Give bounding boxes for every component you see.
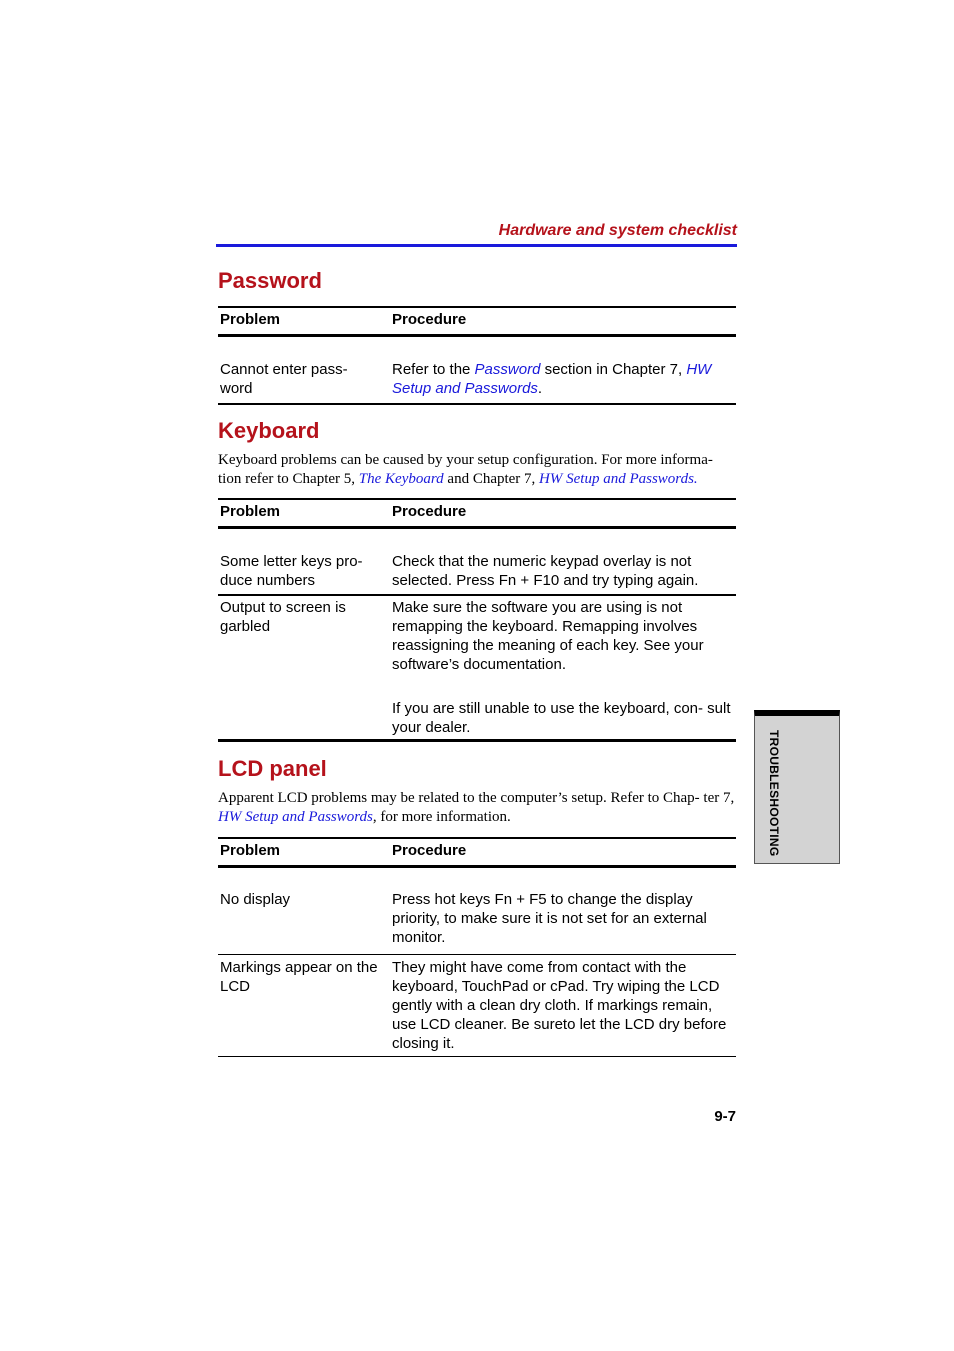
- problem-cell: Markings appear on the LCD: [220, 959, 378, 995]
- column-header-procedure: Procedure: [392, 503, 467, 520]
- procedure-cell: Refer to the Password section in Chapter 7, HW Setup and Passwords.: [392, 361, 712, 397]
- hw-setup-link[interactable]: HW Setup and Passwords.: [539, 471, 698, 487]
- table-row: [218, 596, 736, 744]
- table-header: [218, 306, 736, 337]
- hw-setup-link[interactable]: HW Setup and Passwords: [218, 809, 373, 825]
- lcd-intro: Apparent LCD problems may be related to the computer’s setup. Refer to Chap- ter 7, HW Setup and Passwords, for more information.: [218, 790, 735, 825]
- column-header-problem: Problem: [220, 311, 281, 328]
- header-title: Hardware and system checklist: [498, 222, 737, 239]
- table-header: [218, 498, 736, 529]
- problem-cell: Cannot enter pass- word: [220, 361, 348, 397]
- table-header: [218, 837, 736, 868]
- lcd-heading: LCD panel: [218, 756, 327, 781]
- lcd-table: [218, 837, 736, 1059]
- table-bottom-rule: [218, 403, 736, 405]
- password-link[interactable]: Password: [474, 361, 541, 378]
- procedure-cell: Press hot keys Fn + F5 to change the display priority, to make sure it is not set for an external monitor.: [392, 891, 707, 946]
- chapter-side-tab: [754, 710, 840, 864]
- password-heading: Password: [218, 268, 322, 293]
- column-header-problem: Problem: [220, 842, 281, 859]
- table-row: [218, 529, 736, 596]
- table-row: [218, 337, 736, 405]
- table-row: [218, 955, 736, 1059]
- keyboard-intro: Keyboard problems can be caused by your setup configuration. For more informa- tion refer to Chapter 5, The Keyboard and Chapter 7, HW Setup and Passwords.: [218, 452, 713, 487]
- procedure-cell: They might have come from contact with the keyboard, TouchPad or cPad. Try wiping the LCD gently with a clean dry cloth. If markings remain, use LCD cleaner. Be sureto let the LCD dry before closing it.: [392, 959, 727, 1052]
- keyboard-table: [218, 498, 736, 744]
- problem-cell: Some letter keys pro- duce numbers: [220, 553, 363, 589]
- problem-cell: Output to screen is garbled: [220, 599, 346, 635]
- procedure-cell: Make sure the software you are using is not remapping the keyboard. Remapping involves reassigning the meaning of each key. See your software’s documentation. If you are still unable to use the keyboard, con- sult your dealer.: [392, 599, 731, 736]
- column-header-procedure: Procedure: [392, 842, 467, 859]
- problem-cell: No display: [220, 891, 291, 908]
- password-table: [218, 306, 736, 405]
- keyboard-chapter-link[interactable]: The Keyboard: [358, 471, 444, 487]
- column-header-problem: Problem: [220, 503, 281, 520]
- running-header: [216, 222, 737, 247]
- column-header-procedure: Procedure: [392, 311, 467, 328]
- table-row: [218, 868, 736, 955]
- table-bottom-rule: [218, 1056, 736, 1057]
- hw-setup-link[interactable]: HW Setup and Passwords: [392, 361, 712, 397]
- page-number: 9-7: [714, 1108, 736, 1125]
- side-tab-label: TROUBLESHOOTING: [767, 730, 781, 857]
- procedure-cell: Check that the numeric keypad overlay is not selected. Press Fn + F10 and try typing again.: [392, 553, 699, 589]
- keyboard-heading: Keyboard: [218, 418, 320, 443]
- table-bottom-rule: [218, 739, 736, 742]
